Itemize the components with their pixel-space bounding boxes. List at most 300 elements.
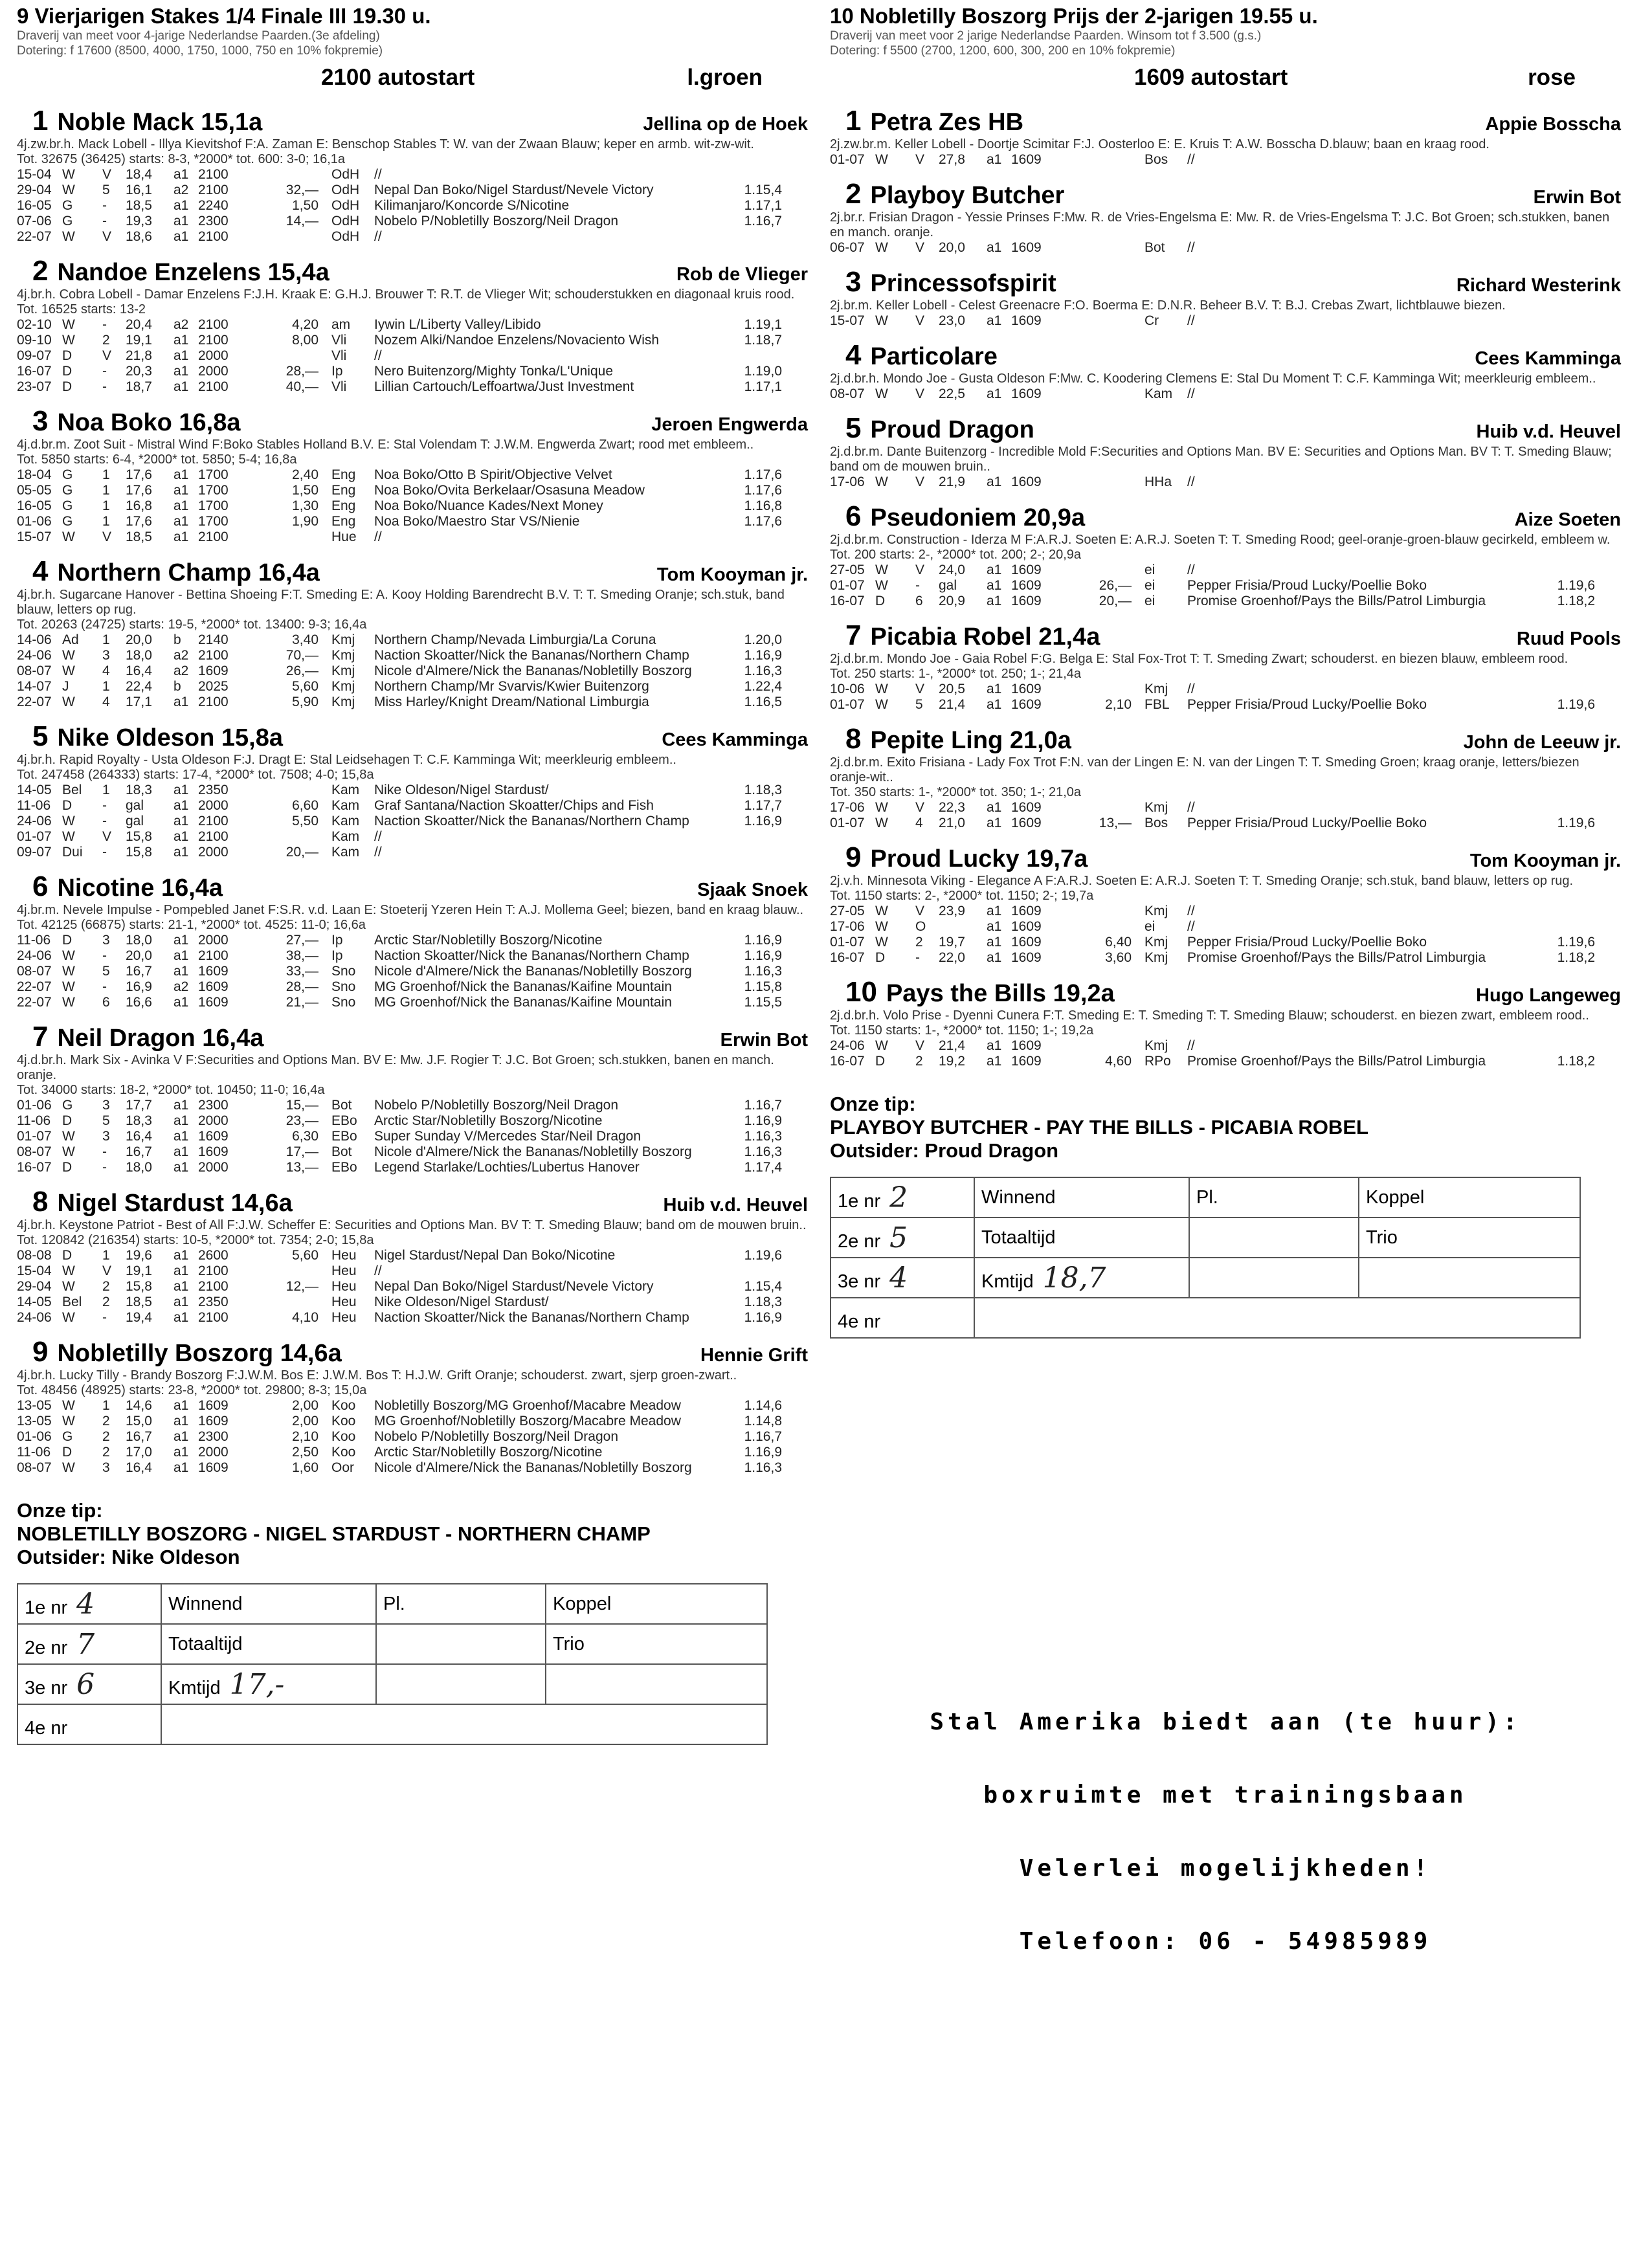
result-row <box>17 467 808 483</box>
km-time <box>1550 562 1595 578</box>
time: 16,4 <box>126 663 152 678</box>
tip-label: Onze tip: <box>17 1499 103 1522</box>
km-time: 1.16,3 <box>744 663 782 678</box>
odds: 17,— <box>285 1144 318 1159</box>
class: a1 <box>987 562 1002 577</box>
km-time: 1.16,3 <box>744 1460 782 1475</box>
time: 16,7 <box>126 1144 152 1159</box>
position: 5 <box>102 183 110 197</box>
odds: 2,10 <box>1105 697 1132 712</box>
horse-entry <box>830 976 1621 1069</box>
driver-code: am <box>331 317 351 332</box>
time: 19,2 <box>939 1054 965 1069</box>
result: Nepal Dan Boko/Nigel Stardust/Nevele Victory <box>374 1279 654 1294</box>
driver-code: Koo <box>331 1414 356 1429</box>
result: Super Sunday V/Mercedes Star/Neil Dragon <box>374 1129 642 1144</box>
race-date: 22-07 <box>17 229 52 244</box>
track: W <box>62 995 75 1010</box>
odds <box>254 167 331 183</box>
track: W <box>62 229 75 244</box>
class: a1 <box>173 167 189 182</box>
track: W <box>62 1460 75 1475</box>
distance: 2000 <box>198 1445 229 1460</box>
horse-entry <box>830 266 1621 329</box>
driver-code: Sno <box>331 995 356 1010</box>
distance: 2000 <box>198 364 229 379</box>
result: // <box>374 845 382 860</box>
distance: 1609 <box>198 964 229 979</box>
km-time: 1.17,6 <box>744 483 782 498</box>
bet-row <box>17 1664 767 1704</box>
driver-code: Kmj <box>1144 1038 1168 1053</box>
bet-place-cell <box>1189 1217 1359 1258</box>
track: W <box>62 829 75 844</box>
horse-driver: Huib v.d. Heuvel <box>663 1195 808 1216</box>
horse-driver: Aize Soeten <box>1514 509 1621 530</box>
race-date: 22-07 <box>17 995 52 1010</box>
race-date: 01-07 <box>830 578 865 593</box>
position: 2 <box>102 1295 110 1309</box>
distance: 2240 <box>198 198 229 213</box>
horse-totals: Tot. 42125 (66875) starts: 21-1, *2000* tot. 4525: 11-0; 16,6a <box>17 918 366 932</box>
race-date: 01-06 <box>17 1098 52 1113</box>
race-distance: 2100 autostart <box>321 65 475 90</box>
odds: 40,— <box>285 379 318 394</box>
class: a1 <box>173 1129 189 1144</box>
distance: 1700 <box>198 467 229 482</box>
result: Arctic Star/Nobletilly Boszorg/Nicotine <box>374 1445 603 1460</box>
distance: 2025 <box>198 679 229 694</box>
driver-code: EBo <box>331 1160 357 1175</box>
odds: 1,50 <box>292 198 318 213</box>
bet-combo-cell <box>546 1704 767 1744</box>
distance: 2300 <box>198 1098 229 1113</box>
result-row <box>17 964 808 979</box>
horse-pedigree: 4j.br.h. Lucky Tilly - Brandy Boszorg F:J.W.M. Bos E: J.W.M. Bos T: H.J.W. Grift Oranje; schouderst. zwart, sjerp groen-zwart.. <box>17 1368 737 1383</box>
odds <box>1067 152 1144 168</box>
horse-number: 9 <box>845 841 862 873</box>
position: 2 <box>102 1445 110 1460</box>
driver-code: Kmj <box>331 648 355 663</box>
class: a1 <box>173 1310 189 1325</box>
race-date: 06-07 <box>830 240 865 255</box>
driver-code: Oor <box>331 1460 355 1475</box>
driver-code: Koo <box>331 1445 356 1460</box>
horse-heading <box>830 841 1621 874</box>
horse-name: Pseudoniem 20,9a <box>870 504 1086 531</box>
odds: 5,60 <box>292 1248 318 1263</box>
horse-number: 2 <box>845 178 862 210</box>
handwritten-pick: 4 <box>889 1261 908 1295</box>
odds: 13,— <box>1099 816 1132 830</box>
horse-name-line <box>17 871 223 903</box>
result-row <box>17 948 808 964</box>
horse-totals: Tot. 32675 (36425) starts: 8-3, *2000* tot. 600: 3-0; 16,1a <box>17 152 346 166</box>
position: V <box>915 474 925 489</box>
horse-totals: Tot. 5850 starts: 6-4, *2000* tot. 5850; 5-4; 16,8a <box>17 452 297 467</box>
odds: 8,00 <box>292 333 318 348</box>
track: G <box>62 1429 73 1444</box>
km-time: 1.16,9 <box>744 1445 782 1460</box>
time: 19,4 <box>126 1310 152 1325</box>
horse-totals: Tot. 200 starts: 2-, *2000* tot. 200; 2-; 20,9a <box>830 548 1082 562</box>
horse-name-line <box>17 255 329 287</box>
horse-heading <box>830 500 1621 533</box>
odds: 1,60 <box>292 1460 318 1475</box>
race-date: 22-07 <box>17 695 52 709</box>
time: 16,1 <box>126 183 152 197</box>
odds: 15,— <box>285 1098 318 1113</box>
horse-entry <box>830 841 1621 966</box>
horse-totals: Tot. 48456 (48925) starts: 23-8, *2000* tot. 29800; 8-3; 15,0a <box>17 1383 367 1397</box>
driver-code: OdH <box>331 198 360 213</box>
driver-code: EBo <box>331 1129 357 1144</box>
result: Lillian Cartouch/Leffoartwa/Just Investment <box>374 379 634 394</box>
km-time: 1.16,9 <box>744 948 782 963</box>
race-date: 08-07 <box>17 1144 52 1159</box>
position: 1 <box>102 1398 110 1413</box>
class: a1 <box>173 1144 189 1159</box>
km-time: 1.16,9 <box>744 648 782 663</box>
horse-pedigree: 2j.d.br.m. Exito Frisiana - Lady Fox Trot F:N. van der Lingen E: N. van der Lingen T: T. Smeding Groen; kraag oranje, letters/biezen oranje-wit.. <box>830 755 1579 784</box>
odds: 12,— <box>285 1279 318 1294</box>
class: a1 <box>173 498 189 513</box>
horse-driver: Erwin Bot <box>720 1030 808 1051</box>
distance: 1609 <box>198 1129 229 1144</box>
position: V <box>102 167 112 182</box>
race-date: 01-07 <box>17 829 52 844</box>
result-row <box>830 682 1621 697</box>
track: W <box>875 697 888 712</box>
odds: 20,— <box>285 845 318 860</box>
horse-name: Nigel Stardust 14,6a <box>57 1190 293 1217</box>
distance: 2000 <box>198 845 229 860</box>
horse-entry <box>17 1336 808 1476</box>
km-time: 1.14,8 <box>744 1414 782 1429</box>
result: // <box>1187 800 1195 815</box>
race-date: 08-07 <box>17 964 52 979</box>
distance: 2000 <box>198 348 229 363</box>
our-tip <box>17 1499 808 1569</box>
time: 20,0 <box>126 632 152 647</box>
position: V <box>915 1038 925 1053</box>
horse-number: 6 <box>845 500 862 532</box>
bet-form <box>830 1177 1581 1339</box>
race-start-info <box>17 65 808 94</box>
driver-code: ei <box>1144 919 1155 934</box>
bet-place-cell <box>1189 1298 1359 1338</box>
track: W <box>62 648 75 663</box>
distance: 1609 <box>1011 1054 1042 1069</box>
result-row <box>17 364 808 379</box>
bet-combo-cell <box>546 1624 767 1664</box>
time: 16,4 <box>126 1129 152 1144</box>
result: Naction Skoatter/Nick the Bananas/Northern Champ <box>374 1310 689 1325</box>
time: 18,5 <box>126 198 152 213</box>
distance: 2000 <box>198 798 229 813</box>
driver-code: HHa <box>1144 474 1172 489</box>
class: a2 <box>173 648 189 663</box>
horse-name: Nicotine 16,4a <box>57 874 223 902</box>
odds: 4,10 <box>292 1310 318 1325</box>
result-row <box>17 317 808 333</box>
horse-pedigree: 2j.br.r. Frisian Dragon - Yessie Prinses F:Mw. R. de Vries-Engelsma E: Mw. R. de Vries-Engelsma T: J.C. Bot Groen; sch.stukken, banen en manch. oranje. <box>830 210 1610 239</box>
driver-code: OdH <box>331 167 360 182</box>
odds <box>1067 919 1144 935</box>
handwritten-kmtijd: 17,- <box>229 1667 285 1701</box>
time: 17,6 <box>126 483 152 498</box>
class: a1 <box>173 229 189 244</box>
result: Naction Skoatter/Nick the Bananas/Northern Champ <box>374 814 689 828</box>
handwritten-pick: 4 <box>76 1587 95 1621</box>
class: a1 <box>987 697 1002 712</box>
time: 21,4 <box>939 697 965 712</box>
horse-number: 7 <box>845 619 862 651</box>
track: W <box>62 814 75 828</box>
driver-code: Heu <box>331 1295 357 1309</box>
position: 1 <box>102 498 110 513</box>
position: O <box>915 919 926 934</box>
time: 22,3 <box>939 800 965 815</box>
class: a1 <box>173 1279 189 1294</box>
horse-driver: Cees Kamminga <box>1475 348 1621 369</box>
horse-name-line <box>830 976 1115 1008</box>
driver-code: Kam <box>331 829 360 844</box>
race-date: 07-06 <box>17 214 52 228</box>
result-row <box>17 663 808 679</box>
km-time: 1.17,6 <box>744 514 782 529</box>
class: a1 <box>173 514 189 529</box>
horse-entry <box>830 412 1621 490</box>
bet-position-label: 2e nr <box>25 1637 68 1658</box>
result: Legend Starlake/Lochties/Lubertus Hanover <box>374 1160 640 1175</box>
km-time <box>737 829 782 845</box>
position: - <box>102 198 107 213</box>
result: Nike Oldeson/Nigel Stardust/ <box>374 1295 549 1309</box>
km-time: 1.22,4 <box>744 679 782 694</box>
horse-name: Petra Zes HB <box>870 109 1024 136</box>
odds: 2,40 <box>292 467 318 482</box>
race-date: 16-07 <box>830 1054 865 1069</box>
distance: 2100 <box>198 229 229 244</box>
race-subtitle: Draverij van meet voor 4-jarige Nederlandse Paarden.(3e afdeling) <box>17 29 380 43</box>
track: G <box>62 483 73 498</box>
position: - <box>102 845 107 860</box>
track: W <box>875 152 888 167</box>
our-tip <box>830 1093 1621 1162</box>
horse-name: Princessofspirit <box>870 270 1056 297</box>
result: // <box>1187 682 1195 696</box>
horse-entry <box>17 1021 808 1175</box>
race-date: 27-05 <box>830 904 865 918</box>
result-row <box>830 594 1621 609</box>
distance: 1609 <box>198 1414 229 1429</box>
driver-code: ei <box>1144 594 1155 608</box>
race-date: 11-06 <box>17 798 51 813</box>
class: a1 <box>173 1460 189 1475</box>
km-time <box>737 529 782 545</box>
track: W <box>62 317 75 332</box>
position: 5 <box>102 964 110 979</box>
race-date: 01-06 <box>17 1429 52 1444</box>
km-time: 1.16,3 <box>744 1129 782 1144</box>
horse-pedigree: 4j.zw.br.h. Mack Lobell - Illya Kievitshof F:A. Zaman E: Benschop Stables T: W. van der Zwaan Blauw; keper en armb. wit-zw-wit. <box>17 137 754 151</box>
position: - <box>102 948 107 963</box>
result: Naction Skoatter/Nick the Bananas/Northern Champ <box>374 648 689 663</box>
driver-code: Ip <box>331 933 343 948</box>
class: a1 <box>173 1098 189 1113</box>
time: 16,9 <box>126 979 152 994</box>
distance: 1609 <box>1011 578 1042 593</box>
horse-number: 7 <box>32 1021 49 1052</box>
track: D <box>62 1160 73 1175</box>
km-time: 1.19,6 <box>1557 935 1595 950</box>
class: a1 <box>173 198 189 213</box>
horse-heading <box>830 723 1621 755</box>
time: 18,6 <box>126 229 152 244</box>
result-row <box>17 979 808 995</box>
result: MG Groenhof/Nobletilly Boszorg/Macabre Meadow <box>374 1414 681 1429</box>
tip-outsider: Outsider: Proud Dragon <box>830 1139 1059 1162</box>
track: W <box>875 682 888 696</box>
result-row <box>17 1248 808 1263</box>
bet-row <box>831 1298 1580 1338</box>
km-time: 1.17,1 <box>744 198 782 213</box>
track: D <box>875 950 886 965</box>
result-row <box>17 498 808 514</box>
position: 2 <box>102 333 110 348</box>
distance: 2350 <box>198 783 229 797</box>
class: a1 <box>987 800 1002 815</box>
track: Bel <box>62 1295 82 1309</box>
track: G <box>62 498 73 513</box>
bet-position-cell <box>17 1624 161 1664</box>
distance: 2000 <box>198 1160 229 1175</box>
race-date: 02-10 <box>17 317 52 332</box>
horse-heading <box>17 1186 808 1218</box>
result: Nepal Dan Boko/Nigel Stardust/Nevele Victory <box>374 183 654 197</box>
track: W <box>62 1129 75 1144</box>
race-date: 08-08 <box>17 1248 52 1263</box>
driver-code: Koo <box>331 1429 356 1444</box>
race-date: 24-06 <box>17 814 52 828</box>
result-row <box>17 229 808 245</box>
horse-heading <box>17 405 808 438</box>
position: - <box>102 979 107 994</box>
bet-type-cell <box>974 1298 1189 1338</box>
bet-combo-cell <box>1359 1258 1580 1298</box>
result-row <box>17 1414 808 1429</box>
horse-heading <box>830 976 1621 1008</box>
km-time: 1.16,7 <box>744 1429 782 1444</box>
bet-combo-cell <box>546 1584 767 1624</box>
time <box>939 919 987 935</box>
result-row <box>17 695 808 710</box>
position: V <box>102 529 112 544</box>
distance: 1609 <box>1011 474 1042 489</box>
horse-name-line <box>830 619 1100 652</box>
result: Kilimanjaro/Koncorde S/Nicotine <box>374 198 570 213</box>
odds: 3,40 <box>292 632 318 647</box>
bet-type-cell <box>974 1217 1189 1258</box>
result: MG Groenhof/Nick the Bananas/Kaifine Mountain <box>374 979 672 994</box>
result-row <box>17 333 808 348</box>
position: 1 <box>102 679 110 694</box>
horse-pedigree: 2j.d.br.h. Volo Prise - Dyenni Cunera F:T. Smeding E: T. Smeding T: T. Smeding Blauw; schouderst. en biezen zwart, embleem rood.. <box>830 1008 1589 1023</box>
horse-entry <box>17 105 808 245</box>
driver-code: Kmj <box>1144 904 1168 918</box>
race-date: 13-05 <box>17 1414 52 1429</box>
horse-number: 10 <box>845 976 877 1008</box>
class: b <box>173 632 181 647</box>
driver-code: Bos <box>1144 816 1168 830</box>
race-date: 01-06 <box>17 514 52 529</box>
result-row <box>17 1460 808 1476</box>
race-date: 11-06 <box>17 1113 51 1128</box>
class: a1 <box>173 695 189 709</box>
distance: 2100 <box>198 814 229 828</box>
track: W <box>875 578 888 593</box>
distance: 2350 <box>198 1295 229 1309</box>
bet-combo-cell <box>1359 1177 1580 1217</box>
class: a1 <box>987 1054 1002 1069</box>
horse-name: Particolare <box>870 343 998 370</box>
totaaltijd-label: Totaaltijd <box>168 1633 243 1654</box>
horse-heading <box>830 266 1621 298</box>
km-time: 1.18,3 <box>744 1295 782 1309</box>
distance: 1609 <box>1011 1038 1042 1053</box>
race-date: 15-07 <box>830 313 865 328</box>
distance: 1609 <box>1011 697 1042 712</box>
horse-number: 8 <box>32 1186 49 1217</box>
bet-position-label: 1e nr <box>838 1190 881 1212</box>
class: a2 <box>173 979 189 994</box>
bet-row <box>831 1258 1580 1298</box>
position: V <box>915 386 925 401</box>
horse-totals: Tot. 247458 (264333) starts: 17-4, *2000* tot. 7508; 4-0; 15,8a <box>17 768 374 782</box>
distance: 1609 <box>1011 800 1042 815</box>
driver-code: Heu <box>331 1279 357 1294</box>
result-row <box>17 783 808 798</box>
driver-code: Eng <box>331 483 356 498</box>
distance: 1609 <box>1011 919 1042 934</box>
result: Nicole d'Almere/Nick the Bananas/Nobletilly Boszorg <box>374 663 692 678</box>
class: a2 <box>173 317 189 332</box>
km-time <box>737 229 782 245</box>
time: 16,7 <box>126 964 152 979</box>
driver-code: Ip <box>331 364 343 379</box>
km-time: 1.16,5 <box>744 695 782 709</box>
km-time <box>1550 474 1595 490</box>
horse-entry <box>830 178 1621 256</box>
distance: 2000 <box>198 933 229 948</box>
distance: 2100 <box>198 529 229 544</box>
km-time: 1.16,7 <box>744 1098 782 1113</box>
horse-driver: Hugo Langeweg <box>1476 985 1621 1006</box>
distance: 2100 <box>198 333 229 348</box>
horse-name-line <box>830 841 1088 874</box>
odds: 2,50 <box>292 1445 318 1460</box>
horse-driver: Erwin Bot <box>1533 187 1621 208</box>
time: 17,6 <box>126 514 152 529</box>
horse-name-line <box>17 1021 263 1053</box>
race-date: 29-04 <box>17 183 52 197</box>
horse-name: Neil Dragon 16,4a <box>57 1025 264 1052</box>
result-row <box>830 474 1621 490</box>
track: D <box>62 1445 73 1460</box>
km-time: 1.14,6 <box>744 1398 782 1413</box>
km-time: 1.19,0 <box>744 364 782 379</box>
